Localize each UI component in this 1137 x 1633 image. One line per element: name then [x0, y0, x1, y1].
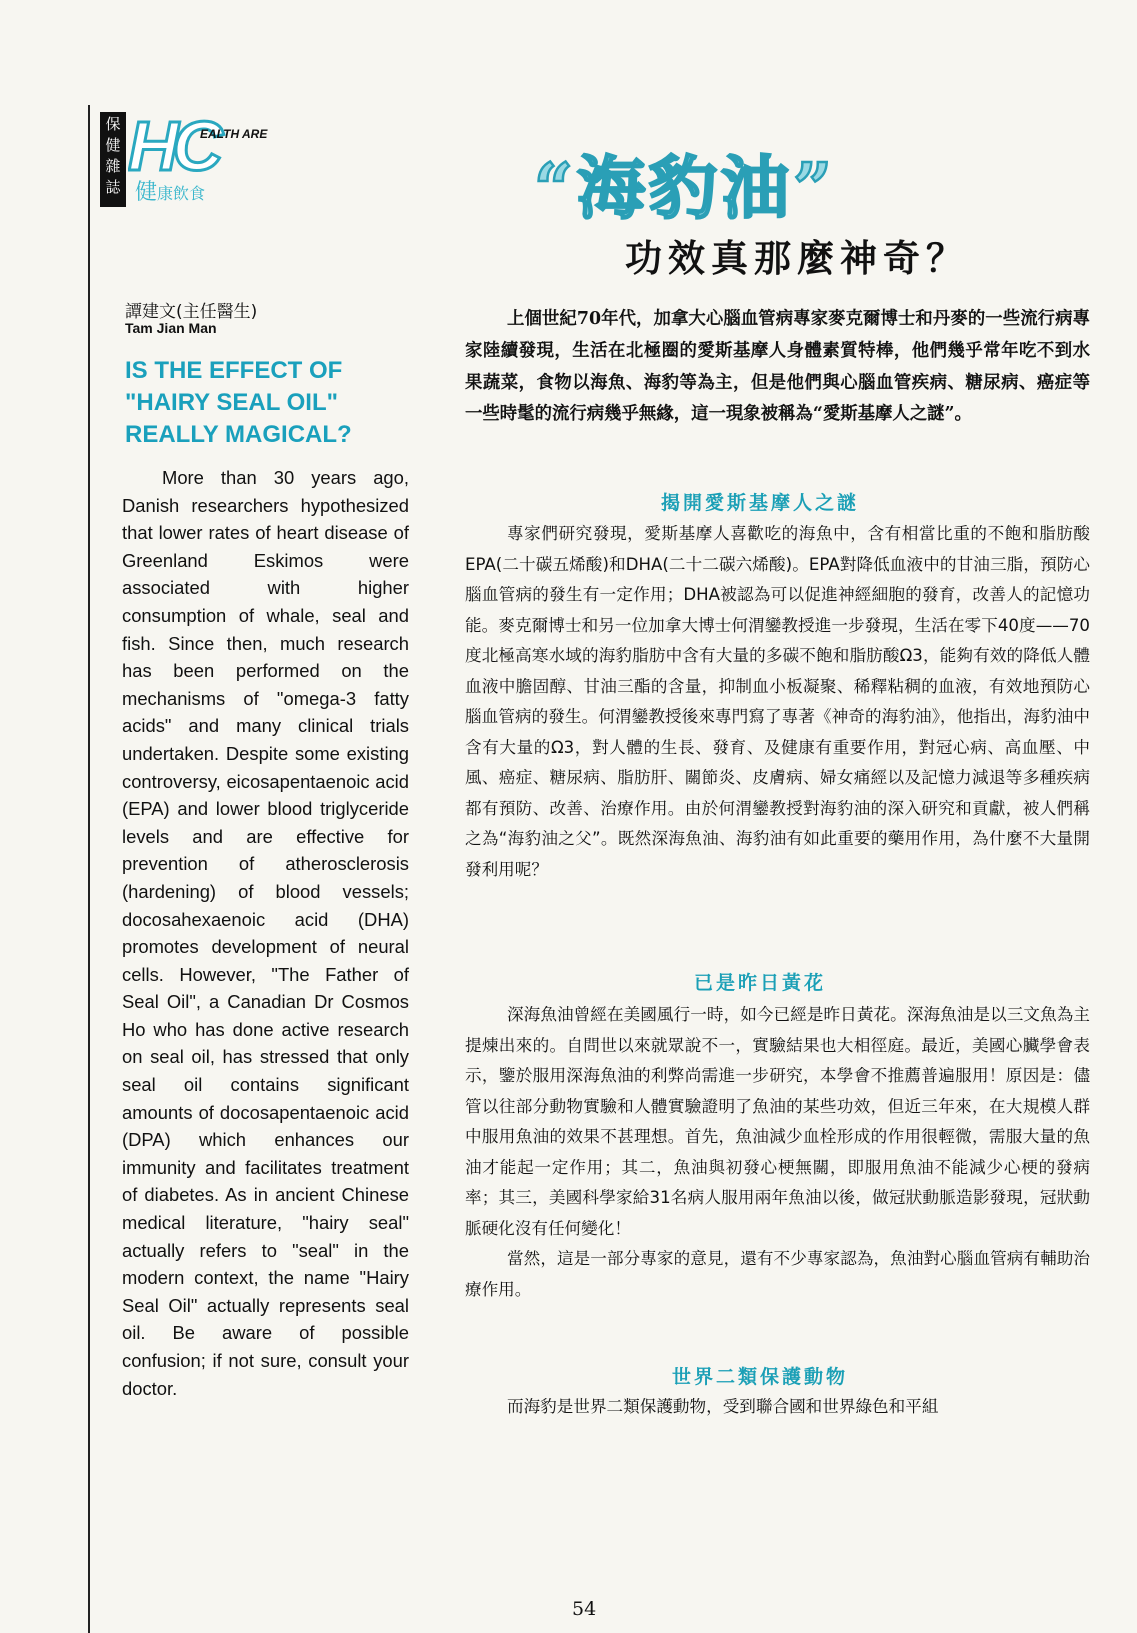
subtitle: 功效真那麼神奇？: [625, 236, 969, 280]
english-body: [122, 464, 409, 1402]
section-label-big: 健: [135, 180, 158, 205]
main-title: “海豹油”: [533, 149, 837, 229]
left-rule: [88, 105, 90, 1633]
section-label: [135, 175, 205, 206]
section2-paragraph-1: 深海魚油曾經在美國風行一時，如今已經是昨日黃花。深海魚油是以三文魚為主提煉出來的。自問世以來就眾說不一，實驗結果也大相徑庭。最近，美國心臟學會表示，鑒於服用深海魚油的利弊尚需進一步研究，本學會不推薦普遍服用！原因是：儘管以往部分動物實驗和人體實驗證明了魚油的某些功效，但近三年來，在大規模人群中服用魚油的效果不甚理想。首先，魚油減少血栓形成的作用很輕微，需服大量的魚油才能起一定作用；其二，魚油與初發心梗無關，即服用魚油不能減少心梗的發病率；其三，美國科學家給31名病人服用兩年魚油以後，做冠狀動脈造影發現，冠狀動脈硬化沒有任何變化！: [465, 1005, 1090, 1238]
healthcare-logo: [128, 108, 288, 178]
section3-body: [465, 1392, 1090, 1423]
section2-heading: 已是昨日黃花: [693, 972, 826, 994]
logo-script: EALTH ARE: [200, 127, 268, 141]
section1-heading: 揭開愛斯基摩人之謎: [660, 492, 859, 514]
section2-paragraph-2: 當然，這是一部分專家的意見，還有不少專家認為，魚油對心腦血管病有輔助治療作用。: [465, 1249, 1090, 1299]
section2-body: [465, 1000, 1090, 1305]
section-label-small: 康飲食: [157, 184, 206, 203]
main-title-graphic: [455, 140, 915, 235]
section3-paragraph: 而海豹是世界二類保護動物，受到聯合國和世界綠色和平組: [507, 1397, 939, 1416]
english-heading: IS THE EFFECT OF "HAIRY SEAL OIL" REALLY MAGICAL?: [125, 357, 352, 448]
page-number: 54: [572, 1598, 597, 1620]
lead-paragraph: [465, 304, 1090, 431]
section1-paragraph: 專家們研究發現，愛斯基摩人喜歡吃的海魚中，含有相當比重的不飽和脂肪酸EPA(二十碳五烯酸)和DHA(二十二碳六烯酸)。EPA對降低血液中的甘油三脂，預防心腦血管病的發生有一定作用；DHA被認為可以促進神經細胞的發育，改善人的記憶功能。麥克爾博士和另一位加拿大博士何渭鑾教授進一步發現，生活在零下40度——70度北極高寒水域的海豹脂肪中含有大量的多碳不飽和脂肪酸Ω3，能夠有效的降低人體血液中膽固醇、甘油三酯的含量，抑制血小板凝聚、稀釋粘稠的血液，有效地預防心腦血管病的發生。何渭鑾教授後來專門寫了專著《神奇的海豹油》，他指出，海豹油中含有大量的Ω3，對人體的生長、發育、及健康有重要作用，對冠心病、高血壓、中風、癌症、糖尿病、脂肪肝、關節炎、皮膚病、婦女痛經以及記憶力減退等多種疾病都有預防、改善、治療作用。由於何渭鑾教授對海豹油的深入研究和貢獻，被人們稱之為“海豹油之父”。既然深海魚油、海豹油有如此重要的藥用作用，為什麼不大量開發利用呢？: [465, 524, 1090, 879]
section3-heading: 世界二類保護動物: [671, 1366, 848, 1388]
magazine-vertical-label: 保健雜誌: [100, 112, 126, 207]
author-en: Tam Jian Man: [125, 320, 217, 336]
section1-body: [465, 519, 1090, 885]
lead-text: 上個世紀70年代，加拿大心腦血管病專家麥克爾博士和丹麥的一些流行病專家陸續發現，生活在北極圈的愛斯基摩人身體素質特棒，他們幾乎常年吃不到水果蔬菜，食物以海魚、海豹等為主，但是他們與心腦血管疾病、糖尿病、癌症等一些時髦的流行病幾乎無緣，這一現象被稱為“愛斯基摩人之謎”。: [465, 309, 1090, 425]
logo-hc: HC: [128, 108, 218, 178]
english-paragraph: More than 30 years ago, Danish researchers hypothesized that lower rates of heart disease of Greenland Eskimos were associated with higher consumption of whale, seal and fish. Since then, much research has been performed on the mechanisms of "omega-3 fatty acids" and many clinical trials undertaken. Despite some existing controversy, eicosapentaenoic acid (EPA) and lower blood triglyceride levels and are effective for prevention of atherosclerosis (hardening) of blood vessels; docosahexaenoic acid (DHA) promotes development of neural cells. However, "The Father of Seal Oil", a Canadian Dr Cosmos Ho who has done active research on seal oil, has stressed that only seal oil contains significant amounts of docosapentaenoic acid (DPA) which enhances our immunity and facilitates treatment of diabetes. As in ancient Chinese medical literature, "hairy seal" actually refers to "seal" in the modern context, the name "Hairy Seal Oil" actually represents seal oil. Be aware of possible confusion; if not sure, consult your doctor.: [122, 467, 409, 1399]
author-zh: 譚建文(主任醫生): [125, 302, 258, 322]
